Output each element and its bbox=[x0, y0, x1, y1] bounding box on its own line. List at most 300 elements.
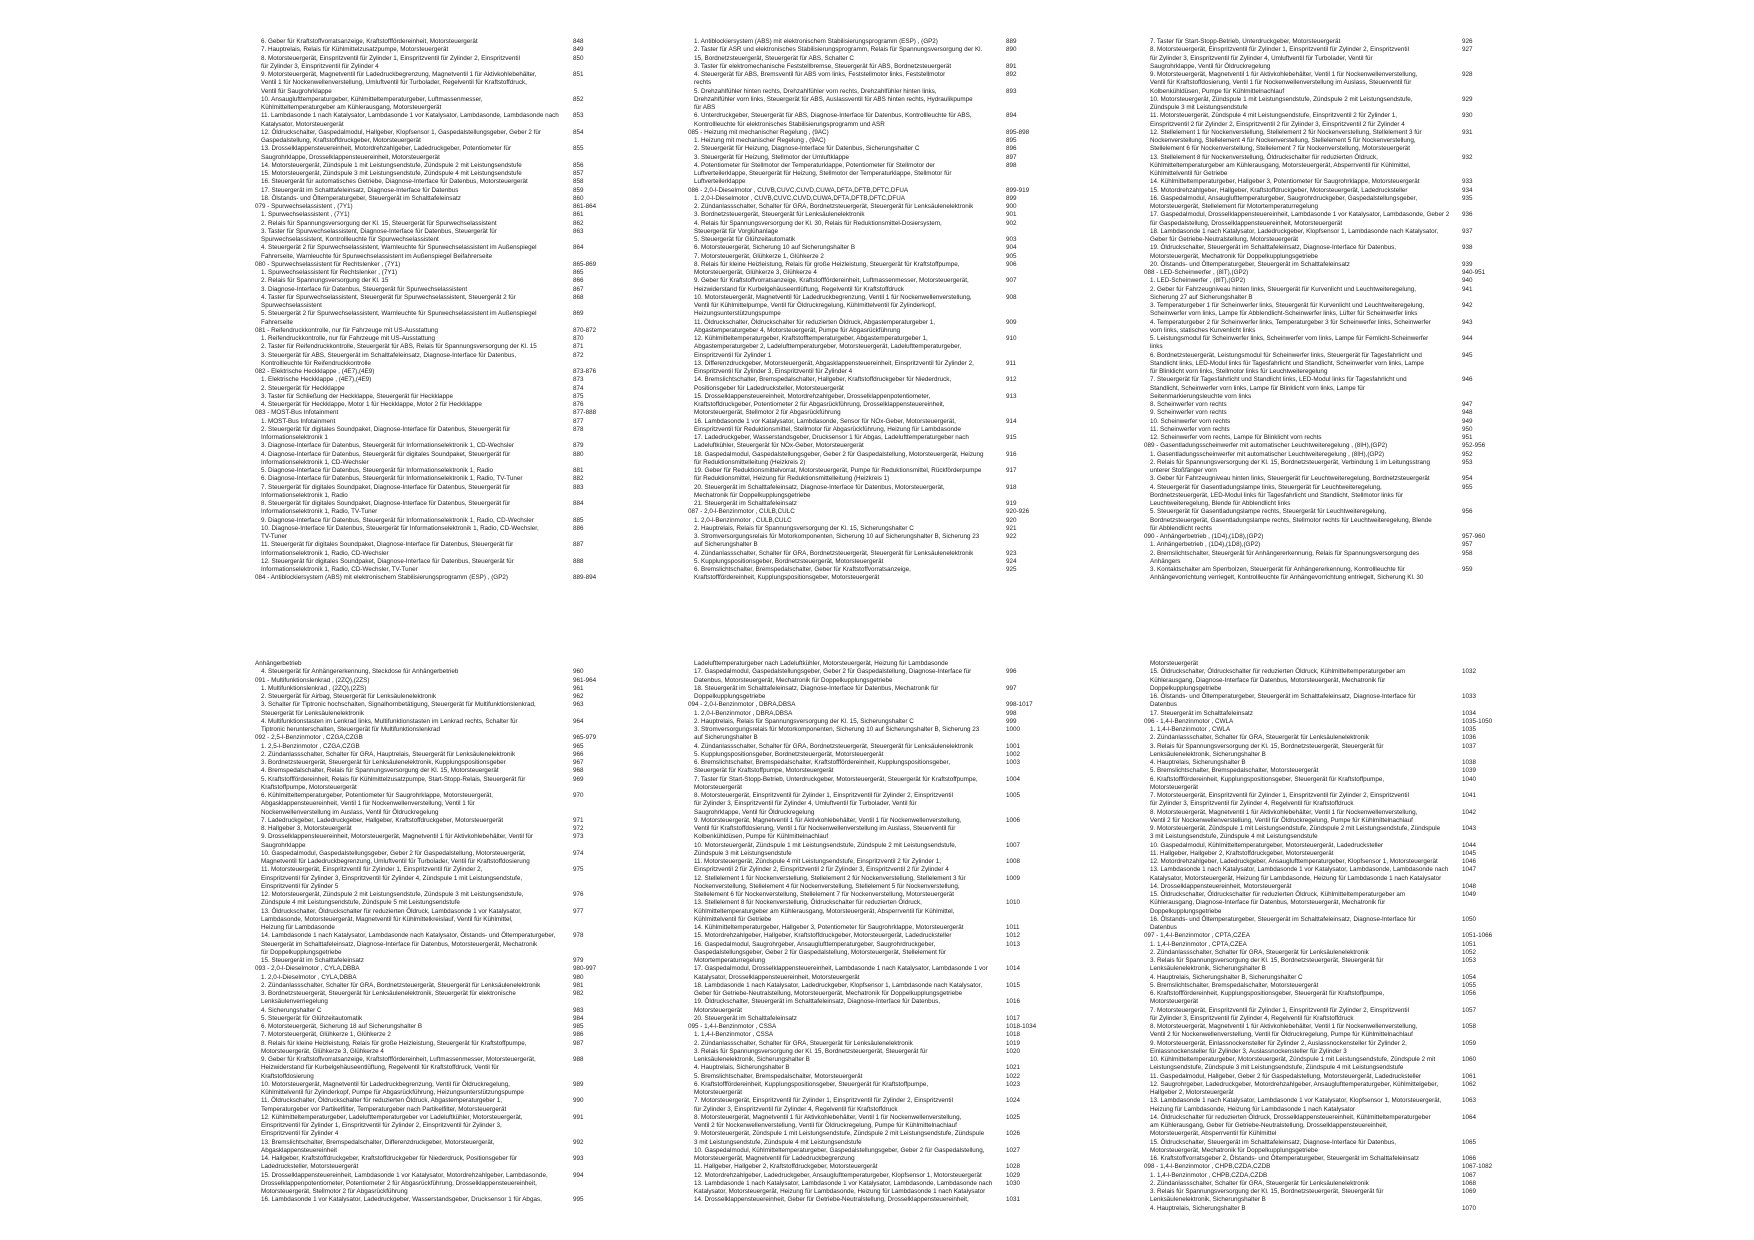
entry-title: 2. Steuergerät für Airbag, Steuergerät für Lenksäulenelektronik bbox=[261, 693, 437, 700]
entry-page-number: 989 bbox=[573, 1080, 584, 1088]
index-entry bbox=[1144, 850, 1504, 858]
index-entry bbox=[255, 451, 615, 468]
entry-page-number: 885 bbox=[573, 516, 584, 524]
entry-title: 2. Steuergerät für Heckklappe bbox=[261, 384, 345, 392]
entry-title: 1. Spurwechselassistent für Rechtslenker , (7Y1) bbox=[261, 269, 398, 276]
entry-page-number: 981 bbox=[573, 981, 584, 989]
entry-title: 18. Steuergerät im Schalttafeleinsatz, Diagnose-Interface für Datenbus, Mechatronik für Doppelkupplungsgetriebe bbox=[694, 684, 939, 700]
index-entry bbox=[1144, 228, 1504, 245]
entry-title: 14. Hallgeber, Kraftstoffdruckgeber, Kraftstoffdruckgeber für Niederdruck, Positionsgeber für Ladedrucksteller, Motorsteuergerät bbox=[261, 1155, 517, 1171]
entry-title: 2. Geber für Fahrzeugniveau hinten links, Steuergerät für Kurvenlicht und Leuchtweiteregelung, Sicherung 27 auf Sicherungshalter B bbox=[1150, 285, 1417, 301]
entry-page-number: 907 bbox=[1006, 277, 1017, 285]
index-entry bbox=[688, 941, 1048, 966]
index-entry bbox=[1144, 154, 1504, 179]
entry-page-number: 1029 bbox=[1006, 1171, 1021, 1179]
entry-page-number: 883 bbox=[573, 483, 584, 491]
index-entry bbox=[255, 475, 615, 483]
index-entry bbox=[688, 1163, 1048, 1171]
index-entry bbox=[688, 360, 1048, 377]
entry-page-number: 867 bbox=[573, 285, 584, 293]
index-entry bbox=[688, 376, 1048, 393]
entry-title: 2. Steuergerät für digitales Soundpaket, Diagnose-Interface für Datenbus, Steuergerät für Informationselektronik 1 bbox=[261, 425, 511, 441]
index-entry bbox=[688, 1081, 1048, 1098]
index-entry bbox=[255, 743, 615, 751]
entry-page-number: 861 bbox=[573, 211, 584, 219]
entry-title: 9. Motorsteuergerät, Einlassnockensteller für Zylinder 2, Auslassnockensteller für Zylinder 2, Einlassnockensteller für Zylinder 3, Auslassnockensteller für Zylinder 3 bbox=[1150, 1039, 1407, 1055]
entry-page-number: 934 bbox=[1462, 186, 1473, 194]
index-entry bbox=[1144, 319, 1504, 336]
index-entry bbox=[1144, 1188, 1504, 1205]
entry-page-number: 850 bbox=[573, 54, 584, 62]
index-section-heading bbox=[688, 1023, 1048, 1031]
entry-page-number: 858 bbox=[573, 178, 584, 186]
entry-page-number: 1013 bbox=[1006, 940, 1021, 948]
index-entry bbox=[255, 1155, 615, 1172]
entry-title: 10. Gaspedalmodul, Gaspedalstellungsgeber, Geber 2 für Gaspedalstellung, Motorsteuergerät, Magnetventil für Ladedruckbegrenzung, Umluftventil für Turbolader, Ventil für Kraftstoffdosierung bbox=[261, 849, 530, 865]
entry-page-number: 914 bbox=[1006, 417, 1017, 425]
index-entry bbox=[688, 1147, 1048, 1164]
index-entry bbox=[255, 1097, 615, 1114]
entry-page-number: 996 bbox=[1006, 668, 1017, 676]
entry-title: 7. Steuergerät für Tagesfahrlicht und Standlicht links, LED-Modul links für Tagesfahrlicht und Standlicht, Scheinwerfer vorn links, Lampe für Blinklicht vorn links, Lampe für Seitenmarkierungsleuchte vorn links bbox=[1150, 376, 1407, 400]
entry-title: 2. Steuergerät für Heizung, Diagnose-Interface für Datenbus, Sicherungshalter C bbox=[694, 145, 920, 153]
index-entry bbox=[1144, 71, 1504, 96]
entry-page-number: 943 bbox=[1462, 318, 1473, 326]
index-entry bbox=[688, 294, 1048, 319]
entry-page-number: 920 bbox=[1006, 516, 1017, 524]
entry-page-number: 950 bbox=[1462, 425, 1473, 433]
entry-page-number: 941 bbox=[1462, 285, 1473, 293]
entry-page-number: 965 bbox=[573, 742, 584, 750]
entry-title: 7. Ladedruckgeber, Ladedruckgeber, Hallgeber, Kraftstoffdruckgeber, Motorsteuergerät bbox=[261, 816, 504, 824]
entry-title: 14. Motorsteuergerät, Zündspule 1 mit Leistungsendstufe, Zündspule 2 mit Leistungsendstufe bbox=[261, 161, 522, 169]
entry-title: 6. Diagnose-Interface für Datenbus, Steuergerät für Informationselektronik 1, Radio, TV-Tuner bbox=[261, 475, 523, 483]
entry-title: 3. Kontaktschalter am Sperrbolzen, Steuergerät für Anhängererkennung, Kontrollleuchte für Anhängevorrichtung verriegelt, Kontrollleuchte für Anhängevorrichtung entriegelt, Sicherung Kl. 30 bbox=[1150, 566, 1424, 582]
index-entry bbox=[255, 269, 615, 277]
entry-title: 15. Drosselklappensteuereinheit, Motordrehzahlgeber, Drosselklappenpotentiometer, Kraftstoffdruckgeber, Potentiometer 2 für Abgasrückführung, Drosselklappensteuereinheit, Motorsteuergerät, Stellmotor 2 für Abgasrückführung bbox=[694, 392, 945, 417]
entry-page-number: 951 bbox=[1462, 434, 1473, 441]
index-section-heading bbox=[688, 187, 1048, 195]
index-section-heading bbox=[255, 409, 615, 417]
index-entry bbox=[1144, 883, 1504, 891]
entry-page-number: 1001 bbox=[1006, 742, 1021, 750]
entry-page-number: 993 bbox=[573, 1155, 584, 1162]
index-entry bbox=[688, 710, 1048, 718]
entry-page-number: 933 bbox=[1462, 178, 1473, 186]
entry-title: 3. Bordnetzsteuergerät, Steuergerät für Lenksäulenelektronik bbox=[694, 211, 865, 219]
entry-page-number: 1037 bbox=[1462, 742, 1477, 750]
index-entry bbox=[1144, 508, 1504, 533]
entry-title: 091 - Multifunktionslenkrad , (2ZQ),(2ZS) bbox=[255, 676, 370, 684]
entry-page-number: 889 bbox=[1006, 38, 1017, 45]
entry-page-number: 870 bbox=[573, 335, 584, 342]
index-entry bbox=[255, 668, 615, 676]
index-entry bbox=[1144, 484, 1504, 509]
entry-title: 4. Zündanlassschalter, Schalter für GRA, Bordnetzsteuergerät, Steuergerät für Lenksäulenelektronik bbox=[694, 549, 974, 557]
entry-title: 1. 1,4-l-Benzinmotor , CPTA,CZEA bbox=[1150, 940, 1247, 948]
entry-title: 9. Motorsteuergerät, Zündspule 1 mit Leistungsendstufe, Zündspule 2 mit Leistungsendstufe, Zündspule 3 mit Leistungsendstufe, Zündspule 4 mit Leistungsendstufe bbox=[694, 1130, 985, 1146]
entry-title: 8. Motorsteuergerät, Einspritzventil für Zylinder 1, Einspritzventil für Zylinder 2, Einspritzventil für Zylinder 3, Einspritzventil für Zylinder 4, Umluftventil für Turbolader, Ventil für Saugrohrklappe, Ventil für Öldruckregelung bbox=[694, 792, 953, 816]
entry-page-number: 945 bbox=[1462, 351, 1473, 359]
index-entry bbox=[255, 401, 615, 409]
entry-page-number: 957-960 bbox=[1462, 533, 1486, 540]
entry-title: 15. Steuergerät im Schalttafeleinsatz bbox=[261, 957, 364, 964]
index-entry bbox=[688, 685, 1048, 702]
entry-page-number: 921 bbox=[1006, 524, 1017, 532]
entry-page-number: 873 bbox=[573, 376, 584, 384]
index-entry bbox=[255, 891, 615, 908]
entry-page-number: 1018 bbox=[1006, 1031, 1021, 1039]
entry-title: 4. Temperaturgeber 2 für Scheinwerfer links, Temperaturgeber 3 für Scheinwerfer links, Scheinwerfer vorn links, statisches Kurvenlicht links bbox=[1150, 318, 1431, 334]
index-entry bbox=[688, 858, 1048, 875]
entry-page-number: 892 bbox=[1006, 71, 1017, 78]
entry-title: 17. Steuergerät im Schalttafeleinsatz bbox=[1150, 709, 1253, 717]
entry-title: 10. Motorsteuergerät, Zündspule 1 mit Leistungsendstufe, Zündspule 2 mit Leistungsendstufe, Zündspule 3 mit Leistungsendstufe bbox=[1150, 95, 1413, 111]
entry-title: 17. Steuergerät im Schalttafeleinsatz, Diagnose-Interface für Datenbus bbox=[261, 186, 459, 194]
entry-page-number: 1061 bbox=[1462, 1072, 1477, 1080]
entry-page-number: 1068 bbox=[1462, 1179, 1477, 1187]
entry-page-number: 1035 bbox=[1462, 726, 1477, 733]
entry-title: 6. Bordnetzsteuergerät, Leistungsmodul für Scheinwerfer links, Steuergerät für Tagesfahrlicht und Standlicht links, LED-Modul links für Tagesfahrlicht und Standlicht, Scheinwerfer vorn links, Lampe für Blinklicht vorn links, Stellmotor links für Leuchtweiteregelung bbox=[1150, 351, 1424, 375]
entry-page-number: 1044 bbox=[1462, 841, 1477, 849]
index-entry bbox=[688, 220, 1048, 237]
entry-title: 9. Motorsteuergerät, Magnetventil 1 für Aktivkohlebehälter, Ventil 1 für Nockenwellenverstellung, Ventil für Kraftstoffdosierung, Ventil 1 für Nockenwellenverstellung im Auslass, Steuerventil für Kolbenkühldüsen, Pumpe für Kühlmittelnachlauf bbox=[1150, 71, 1418, 95]
entry-title: 21. Steuergerät im Schalttafeleinsatz bbox=[694, 500, 797, 507]
index-entry bbox=[255, 376, 615, 384]
index-entry bbox=[1144, 1040, 1504, 1057]
entry-page-number: 1063 bbox=[1462, 1097, 1477, 1105]
index-entry bbox=[255, 701, 615, 718]
entry-page-number: 988 bbox=[573, 1056, 584, 1063]
index-entry bbox=[688, 1114, 1048, 1131]
entry-title: 8. Steuergerät für digitales Soundpaket, Diagnose-Interface für Datenbus, Steuergerät für Informationselektronik 1, Radio, TV-Tuner bbox=[261, 500, 511, 516]
entry-title: 9. Drosselklappensteuereinheit, Motorsteuergerät, Magnetventil 1 für Aktivkohlebehälter, Ventil für Saugrohrklappe bbox=[261, 833, 533, 849]
entry-title: 5. Kraftstofffördereinheit, Relais für Kühlmittelzusatzpumpe, Start-Stopp-Relais, Steuergerät für Kraftstoffpumpe, Motorsteuergerät bbox=[261, 775, 526, 791]
entry-title: 17. Gaspedalmodul, Gaspedalstellungsgeber, Geber 2 für Gaspedalstellung, Diagnose-Interface für Datenbus, Motorsteuergerät, Mechatronik für Doppelkupplungsgetriebe bbox=[694, 668, 972, 684]
index-entry bbox=[255, 145, 615, 162]
entry-title: 2. Bremslichtschalter, Steuergerät für Anhängererkennung, Relais für Spannungsversorgung des Anhängers bbox=[1150, 549, 1420, 565]
index-entry bbox=[688, 244, 1048, 252]
index-entry bbox=[688, 1073, 1048, 1081]
index-entry bbox=[688, 145, 1048, 153]
entry-title: 2. Zündanlassschalter, Schalter für GRA, Steuergerät für Lenksäulenelektronik bbox=[694, 1039, 913, 1047]
index-entry bbox=[1144, 409, 1504, 417]
index-entry bbox=[255, 558, 615, 575]
entry-page-number: 1008 bbox=[1006, 858, 1021, 865]
entry-page-number: 947 bbox=[1462, 401, 1473, 408]
entry-page-number: 1036 bbox=[1462, 734, 1477, 742]
entry-title: 6. Kühlmitteltemperaturgeber, Potentiometer für Saugrohrklappe, Motorsteuergerät, Abgasklappensteuereinheit, Ventil 1 für Nockenwellenverstellung, Ventil 1 für Nockenwellenverstellung im Auslass, Ventil für Öldruckregelung bbox=[261, 792, 494, 816]
index-entry bbox=[255, 866, 615, 891]
entry-page-number: 882 bbox=[573, 475, 584, 483]
index-entry bbox=[688, 792, 1048, 817]
index-entry bbox=[255, 343, 615, 351]
index-entry bbox=[688, 418, 1048, 435]
entry-page-number: 1039 bbox=[1462, 767, 1477, 775]
entry-title: 2. Taster für Reifendruckkontrolle, Steuergerät für ABS, Relais für Spannungsversorgung der Kl. 15 bbox=[261, 343, 537, 351]
index-entry bbox=[688, 1031, 1048, 1039]
entry-page-number: 931 bbox=[1462, 128, 1473, 136]
entry-title: 16. Ölstands- und Öltemperaturgeber, Steuergerät im Schalttafeleinsatz, Diagnose-Interface für Datenbus bbox=[1150, 693, 1416, 709]
entry-page-number: 940 bbox=[1462, 277, 1473, 285]
entry-title: 18. Lambdasonde 1 nach Katalysator, Ladedruckgeber, Klopfsensor 1, Lambdasonde nach Katalysator, Geber für Getriebe-Neutralstellung, Motorsteuergerät bbox=[1150, 227, 1439, 243]
entry-title: Motorsteuergerät bbox=[1150, 660, 1198, 667]
index-entry bbox=[255, 228, 615, 245]
entry-page-number: 881 bbox=[573, 467, 584, 474]
entry-page-number: 893 bbox=[1006, 87, 1017, 95]
index-entry bbox=[255, 467, 615, 475]
index-entry bbox=[1144, 858, 1504, 866]
index-entry bbox=[1144, 302, 1504, 319]
entry-title: 5. Drehzahlfühler hinten rechts, Drehzahlfühler vorn rechts, Drehzahlfühler hinten links, Drehzahlfühler vorn links, Steuergerät für ABS, Auslassventil für ABS hinten rechts, Hydraulikpumpe für ABS bbox=[694, 87, 973, 111]
entry-page-number: 856 bbox=[573, 161, 584, 169]
entry-page-number: 1034 bbox=[1462, 709, 1477, 717]
entry-title: 16. Gaspedalmodul, Saugrohrgeber, Ansauglufttemperaturgeber, Saugrohrdruckgeber, Gaspedalstellungsgeber, Geber 2 für Gaspedalstellung, Motorsteuergerät, Stellelement für Motortemperaturregelung bbox=[694, 940, 947, 964]
index-entry bbox=[688, 751, 1048, 759]
index-section-heading bbox=[255, 327, 615, 335]
entry-page-number: 1067 bbox=[1462, 1171, 1477, 1179]
entry-title: 1. 2,0-l-Dieselmotor , CYLA,DBBA bbox=[261, 973, 357, 981]
entry-page-number: 1051 bbox=[1462, 940, 1477, 948]
entry-title: 3. Stromversorgungsrelais für Motorkomponenten, Sicherung 10 auf Sicherungshalter B, Sicherung 23 auf Sicherungshalter B bbox=[694, 533, 980, 549]
index-entry bbox=[255, 1031, 615, 1039]
entry-title: 086 - 2,0-l-Dieselmotor , CUVB,CUVC,CUVD,CUWA,DFTA,DFTB,DFTC,DFUA bbox=[688, 186, 909, 194]
entry-title: 2. Relais für Spannungsversorgung der Kl. 15, Steuergerät für Spurwechselassistent bbox=[261, 219, 497, 227]
entry-page-number: 1031 bbox=[1006, 1196, 1021, 1204]
entry-page-number: 898 bbox=[1006, 161, 1017, 169]
entry-page-number: 1059 bbox=[1462, 1039, 1477, 1047]
index-entry bbox=[688, 533, 1048, 550]
index-entry bbox=[1144, 1007, 1504, 1024]
index-entry bbox=[1144, 335, 1504, 352]
entry-page-number: 986 bbox=[573, 1031, 584, 1039]
top-page-spread bbox=[0, 38, 1754, 598]
index-column-bottom-middle bbox=[688, 660, 1048, 1205]
entry-title: 6. Kraftstofffördereinheit, Kupplungspositionsgeber, Steuergerät für Kraftstoffpumpe, Motorsteuergerät bbox=[1150, 990, 1385, 1006]
entry-title: 12. Steuergerät für digitales Soundpaket, Diagnose-Interface für Datenbus, Steuergerät für Informationselektronik 1, Radio, CD-Wechsler, TV-Tuner bbox=[261, 557, 514, 573]
entry-title: 2. Zündanlassschalter, Schalter für GRA, Bordnetzsteuergerät, Steuergerät für Lenksäulenelektronik bbox=[261, 981, 541, 989]
entry-page-number: 946 bbox=[1462, 376, 1473, 384]
index-entry bbox=[688, 1040, 1048, 1048]
entry-title: 15. Drosselklappensteuereinheit, Lambdasonde 1 vor Katalysator, Motordrehzahlgeber, Lambdasonde, Drosselklappenpotentiometer, Potentiometer 2 für Abgasrückführung, Drosselklappensteuereinheit, Motorsteuergerät, Stellmotor 2 für Abgasrückführung bbox=[261, 1171, 548, 1195]
entry-page-number: 1058 bbox=[1462, 1023, 1477, 1030]
index-entry bbox=[255, 129, 615, 146]
entry-title: 15. Motordrehzahlgeber, Hallgeber, Kraftstoffdruckgeber, Motorsteuergerät, Ladedrucksteller bbox=[694, 932, 952, 940]
entry-title: 6. Bremslichtschalter, Bremspedalschalter, Kraftstofffördereinheit, Kupplungspositionsgeber, Steuergerät für Kraftstoffpumpe, Motorsteuergerät bbox=[694, 759, 950, 775]
entry-page-number: 1065 bbox=[1462, 1138, 1477, 1146]
index-entry bbox=[255, 335, 615, 343]
index-section-heading bbox=[1144, 269, 1504, 277]
entry-title: 093 - 2,0-l-Dieselmotor , CYLA,DBBA bbox=[255, 965, 360, 973]
index-entry bbox=[255, 178, 615, 186]
entry-page-number: 935 bbox=[1462, 194, 1473, 202]
entry-page-number: 939 bbox=[1462, 260, 1473, 268]
entry-page-number: 1025 bbox=[1006, 1113, 1021, 1121]
entry-title: 10. Diagnose-Interface für Datenbus, Steuergerät für Informationselektronik 1, Radio, CD-Wechsler, TV-Tuner bbox=[261, 524, 539, 540]
entry-page-number: 865-869 bbox=[573, 260, 597, 268]
entry-page-number: 954 bbox=[1462, 475, 1473, 483]
entry-title: 12. Öldruckschalter, Gaspedalmodul, Hallgeber, Klopfsensor 1, Gaspedalstellungsgeber, Geber 2 für Gaspedalstellung, Kraftstoffdruckgeber, Motorsteuergerät bbox=[261, 128, 542, 144]
entry-page-number: 1055 bbox=[1462, 981, 1477, 989]
entry-page-number: 1030 bbox=[1006, 1179, 1021, 1187]
index-section-heading bbox=[1144, 533, 1504, 541]
entry-title: 090 - Anhängerbetrieb , (1D4),(1D8),(GP2) bbox=[1144, 533, 1264, 540]
entry-page-number: 924 bbox=[1006, 557, 1017, 565]
entry-page-number: 972 bbox=[573, 825, 584, 832]
entry-page-number: 1064 bbox=[1462, 1113, 1477, 1121]
index-entry bbox=[255, 38, 615, 46]
entry-page-number: 904 bbox=[1006, 244, 1017, 252]
entry-title: 15. Öldruckschalter, Öldruckschalter für reduzierten Öldruck, Kühlmitteltemperaturgeber am Kühlerausgang, Diagnose-Interface für Datenbus, Motorsteuergerät, Mechatronik für Doppelkupplungsgetriebe bbox=[1150, 891, 1406, 915]
index-entry bbox=[255, 908, 615, 933]
index-entry bbox=[1144, 941, 1504, 949]
index-entry bbox=[1144, 957, 1504, 974]
index-entry bbox=[255, 170, 615, 178]
index-entry bbox=[688, 203, 1048, 211]
index-entry bbox=[1144, 726, 1504, 734]
index-entry bbox=[255, 187, 615, 195]
entry-page-number: 895 bbox=[1006, 137, 1017, 144]
entry-page-number: 926 bbox=[1462, 38, 1473, 45]
entry-title: 14. Drosselklappensteuereinheit, Geber für Getriebe-Neutralstellung, Drosselklappensteuereinheit, bbox=[694, 1196, 969, 1204]
index-entry bbox=[255, 286, 615, 294]
entry-title: 12. Stellelement 1 für Nockenverstellung, Stellelement 2 für Nockenverstellung, Stellelement 3 für Nockenverstellung, Stellelement 4 für Nockenverstellung, Stellelement 5 für Nockenverstellung, Stellelement 6 für Nockenverstellung, Stellelement 7 für Nockenverstellung, Motorsteuergerät bbox=[1150, 128, 1422, 153]
entry-page-number: 896 bbox=[1006, 145, 1017, 153]
index-entry bbox=[688, 63, 1048, 71]
entry-page-number: 1062 bbox=[1462, 1080, 1477, 1088]
entry-page-number: 922 bbox=[1006, 533, 1017, 540]
entry-page-number: 997 bbox=[1006, 684, 1017, 692]
entry-title: 080 - Spurwechselassistent für Rechtslenker , (7Y1) bbox=[255, 260, 401, 268]
index-entry bbox=[1144, 418, 1504, 426]
entry-page-number: 962 bbox=[573, 693, 584, 700]
index-section-heading bbox=[688, 701, 1048, 709]
entry-page-number: 952 bbox=[1462, 450, 1473, 458]
entry-page-number: 990 bbox=[573, 1097, 584, 1105]
entry-page-number: 862 bbox=[573, 219, 584, 227]
entry-page-number: 873-876 bbox=[573, 368, 597, 375]
index-entry bbox=[1144, 434, 1504, 442]
index-entry bbox=[688, 195, 1048, 203]
index-entry bbox=[688, 660, 1048, 668]
entry-title: 4. Hauptrelais, Sicherungshalter B bbox=[694, 1064, 790, 1072]
entry-title: 5. Bremslichtschalter, Bremspedalschalter, Motorsteuergerät bbox=[1150, 767, 1319, 775]
entry-title: 7. Hauptrelais, Relais für Kühlmittelzusatzpumpe, Motorsteuergerät bbox=[261, 46, 449, 54]
index-section-heading bbox=[1144, 932, 1504, 940]
entry-page-number: 875 bbox=[573, 392, 584, 400]
entry-title: 20. Steuergerät im Schalttafeleinsatz bbox=[694, 1014, 797, 1022]
index-entry bbox=[255, 1139, 615, 1156]
entry-title: 8. Scheinwerfer vorn rechts bbox=[1150, 401, 1227, 408]
entry-title: 5. Diagnose-Interface für Datenbus, Steuergerät für Informationselektronik 1, Radio bbox=[261, 467, 494, 474]
index-entry bbox=[688, 1172, 1048, 1180]
entry-title: 5. Bremslichtschalter, Bremspedalschalter, Motorsteuergerät bbox=[1150, 981, 1319, 989]
index-section-heading bbox=[1144, 442, 1504, 450]
entry-title: 1. MOST-Bus Infotainment bbox=[261, 417, 336, 425]
entry-page-number: 1011 bbox=[1006, 924, 1020, 931]
entry-page-number: 1024 bbox=[1006, 1097, 1021, 1105]
entry-page-number: 1040 bbox=[1462, 775, 1477, 783]
entry-page-number: 1010 bbox=[1006, 899, 1021, 907]
index-entry bbox=[688, 550, 1048, 558]
index-column-top-right bbox=[1144, 38, 1504, 583]
entry-title: 1. 1,4-l-Benzinmotor , CHPB,CZDA,CZDB bbox=[1150, 1171, 1268, 1179]
index-entry bbox=[688, 137, 1048, 145]
index-entry bbox=[688, 112, 1048, 129]
entry-title: 5. Steuergerät für Gasentladungslampe rechts, Steuergerät für Leuchtweiteregelung, Bordnetzsteuergerät, Gasentladungslampe rechts, Stellmotor rechts für Leuchtweiteregelung, Blende für Abblendlicht rechts bbox=[1150, 508, 1432, 532]
entry-title: 10. Motorsteuergerät, Zündspule 1 mit Leistungsendstufe, Zündspule 2 mit Leistungsendstufe, Zündspule 3 mit Leistungsendstufe bbox=[694, 841, 957, 857]
entry-page-number: 1042 bbox=[1462, 808, 1477, 816]
entry-title: 5. Steuergerät für Glühzeitautomatik bbox=[261, 1014, 363, 1022]
entry-title: 11. Lambdasonde 1 nach Katalysator, Lambdasonde 1 vor Katalysator, Lambdasonde, Lambdasonde nach Katalysator, Motorsteuergerät bbox=[261, 112, 559, 128]
index-entry bbox=[255, 1056, 615, 1081]
index-entry bbox=[1144, 277, 1504, 285]
entry-title: 16. Gaspedalmodul, Ansauglufttemperaturgeber, Saugrohrdruckgeber, Gaspedalstellungsgeber, Motorsteuergerät, Stellelement für Motortemperaturregelung bbox=[1150, 194, 1418, 210]
entry-title: 8. Motorsteuergerät, Einspritzventil für Zylinder 1, Einspritzventil für Zylinder 2, Einspritzventil für Zylinder 3, Einspritzventil für Zylinder 4 bbox=[261, 54, 520, 70]
index-entry bbox=[1144, 261, 1504, 269]
index-entry bbox=[255, 1040, 615, 1057]
index-entry bbox=[255, 442, 615, 450]
entry-title: 13. Stellelement 8 für Nockenverstellung, Öldruckschalter für reduzierten Öldruck, Kühlmitteltemperaturgeber am Kühlerausgang, Motorsteuergerät, Absperrventil für Kühlmittel, Kühlmittelventil für Getriebe bbox=[1150, 153, 1411, 177]
entry-page-number: 968 bbox=[573, 767, 584, 775]
entry-title: 5. Kupplungspositionsgeber, Bordnetzsteuergerät, Motorsteuergerät bbox=[694, 750, 884, 758]
entry-title: 16. Steuergerät für automatisches Getriebe, Diagnose-Interface für Datenbus, Motorsteuergerät bbox=[261, 178, 528, 186]
index-entry bbox=[255, 385, 615, 393]
index-entry bbox=[255, 990, 615, 1007]
entry-title: 4. Relais für Spannungsversorgung der Kl. 30, Relais für Reduktionsmittel-Dosiersystem, Steuergerät für Vorglühanlage bbox=[694, 219, 942, 235]
entry-title: 5. Steuergerät für Glühzeitautomatik bbox=[694, 236, 796, 243]
entry-page-number: 906 bbox=[1006, 260, 1017, 268]
entry-page-number: 891 bbox=[1006, 62, 1017, 70]
entry-title: 6. Bremslichtschalter, Bremspedalschalter, Geber für Kraftstoffvorratsanzeige, Kraftstofffördereinheit, Kupplungspositionsgeber, Motorsteuergerät bbox=[694, 566, 911, 582]
entry-title: 13. Drosselklappensteuereinheit, Motordrehzahlgeber, Ladedruckgeber, Potentiometer für Saugrohrklappe, Drosselklappensteuereinheit, Motorsteuergerät bbox=[261, 145, 511, 161]
index-entry bbox=[688, 484, 1048, 501]
entry-page-number: 953 bbox=[1462, 458, 1473, 466]
index-entry bbox=[1144, 401, 1504, 409]
entry-page-number: 872 bbox=[573, 351, 584, 359]
index-entry bbox=[688, 566, 1048, 583]
entry-page-number: 1069 bbox=[1462, 1188, 1477, 1195]
index-entry bbox=[688, 743, 1048, 751]
entry-title: 18. Lambdasonde 1 nach Katalysator, Ladedruckgeber, Klopfsensor 1, Lambdasonde nach Katalysator, Geber für Getriebe-Neutralstellung, Motorsteuergerät, Mechatronik für Doppelkupplungsgetriebe bbox=[694, 981, 983, 997]
entry-page-number: 961-964 bbox=[573, 676, 597, 684]
index-section-heading bbox=[688, 129, 1048, 137]
index-entry bbox=[1144, 1056, 1504, 1073]
entry-title: 7. Steuergerät für digitales Soundpaket, Diagnose-Interface für Datenbus, Steuergerät für Informationselektronik 1, Radio bbox=[261, 483, 511, 499]
index-entry bbox=[688, 261, 1048, 278]
entry-page-number: 1045 bbox=[1462, 849, 1477, 857]
entry-title: 8. Hallgeber 3, Motorsteuergerät bbox=[261, 825, 352, 832]
entry-page-number: 1052 bbox=[1462, 948, 1477, 956]
entry-page-number: 884 bbox=[573, 500, 584, 507]
entry-title: 14. Drosselklappensteuereinheit, Motorsteuergerät bbox=[1150, 882, 1292, 890]
index-entry bbox=[688, 46, 1048, 63]
entry-page-number: 938 bbox=[1462, 244, 1473, 252]
entry-title: 17. Ladedruckgeber, Wasserstandsgeber, Drucksensor 1 für Abgas, Ladelufttemperaturgeber nach Ladeluftkühler, Steuergerät für NOx-Geber, Motorsteuergerät bbox=[694, 434, 969, 450]
entry-title: 6. Motorsteuergerät, Sicherung 10 auf Sicherungshalter B bbox=[694, 244, 856, 252]
entry-title: 4. Sicherungshalter C bbox=[261, 1006, 322, 1014]
entry-page-number: 897 bbox=[1006, 153, 1017, 161]
entry-page-number: 920-926 bbox=[1006, 508, 1030, 516]
entry-page-number: 958 bbox=[1462, 549, 1473, 557]
entry-title: 12. Motordrehzahlgeber, Ladedruckgeber, Ansauglufttemperaturgeber, Klopfsensor 1, Motorsteuergerät bbox=[1150, 858, 1438, 865]
entry-page-number: 854 bbox=[573, 128, 584, 136]
entry-page-number: 908 bbox=[1006, 293, 1017, 301]
index-entry bbox=[1144, 426, 1504, 434]
entry-title: 17. Gaspedalmodul, Drosselklappensteuereinheit, Lambdasonde 1 nach Katalysator, Lambdasonde 1 vor Katalysator, Drosselklappensteuereinheit, Motorsteuergerät bbox=[694, 965, 988, 981]
index-entry bbox=[255, 418, 615, 426]
entry-title: 7. Motorsteuergerät, Einspritzventil für Zylinder 1, Einspritzventil für Zylinder 2, Einspritzventil für Zylinder 3, Einspritzventil für Zylinder 4, Regelventil für Kraftstoffdruck bbox=[1150, 792, 1409, 808]
